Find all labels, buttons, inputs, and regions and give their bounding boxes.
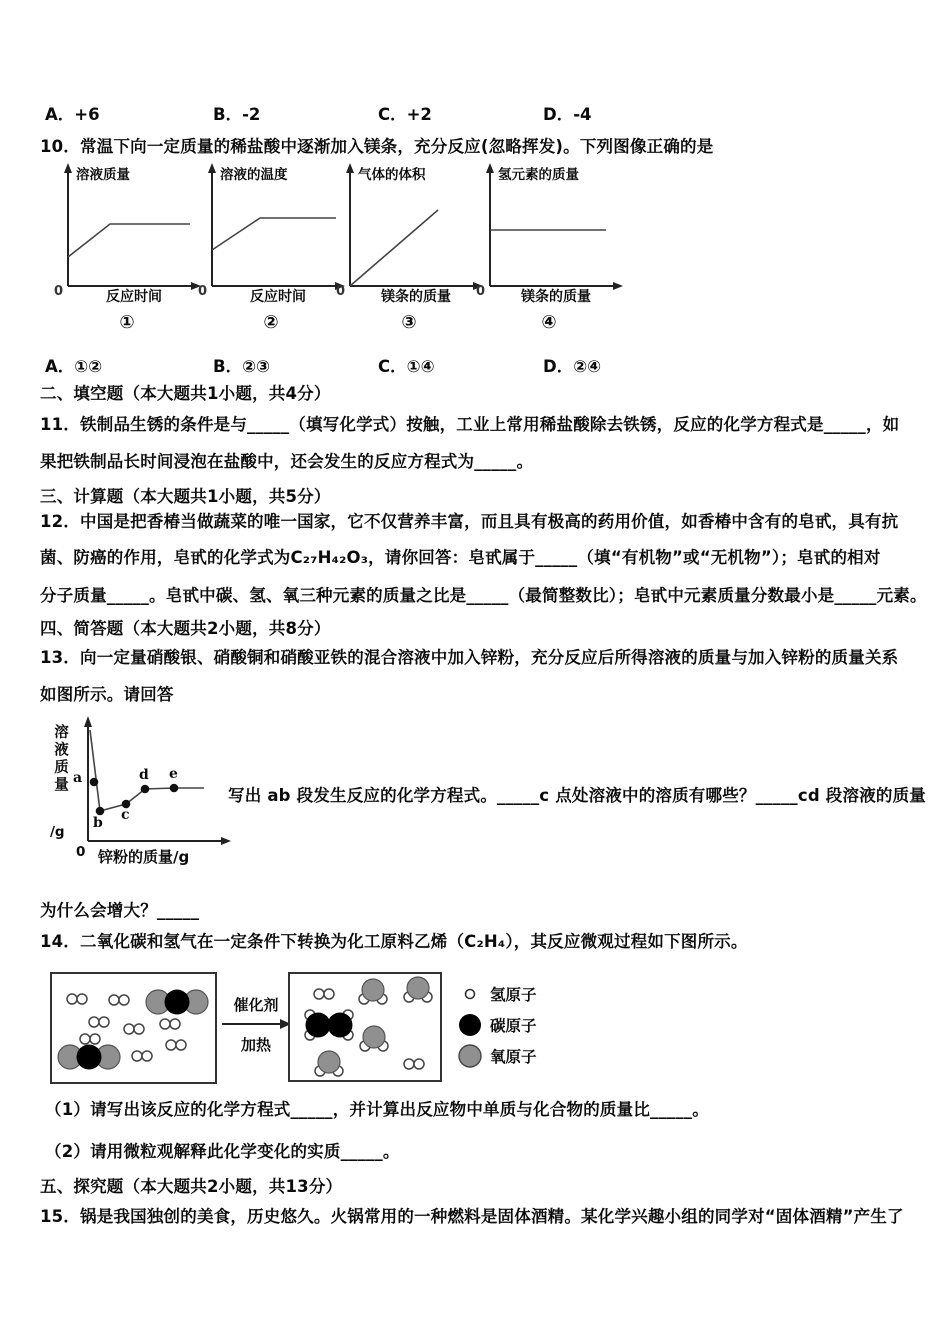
q10-option-a: A．①② xyxy=(45,357,103,376)
h2-molecule-icon xyxy=(404,1059,424,1069)
chart-q13-xlabel: 锌粉的质量/g xyxy=(98,848,190,866)
question-11-line-2: 果把铁制品长时间浸泡在盐酸中，还会发生的反应方程式为_____。 xyxy=(40,452,534,471)
h2-molecule-icon xyxy=(132,1051,152,1061)
chart-2-ylabel: 溶液的温度 xyxy=(220,167,288,183)
question-12-line-1: 12．中国是把香椿当做蔬菜的唯一国家，它不仅营养丰富，而且具有极高的药用价值，如香椿中含有的皂甙，具有抗 xyxy=(40,512,899,531)
question-11-line-1: 11．铁制品生锈的条件是与_____（填写化学式）按触，工业上常用稀盐酸除去铁锈，反应的化学方程式是_____，如 xyxy=(40,415,900,434)
h2o-molecule-icon xyxy=(404,977,432,1002)
question-12-line-2: 菌、防癌的作用，皂甙的化学式为C₂₇H₄₂O₃，请你回答：皂甙属于_____（填“有机物”或“无机物”）；皂甙的相对 xyxy=(40,548,881,567)
chart-3-origin: 0 xyxy=(336,284,346,299)
chart-1 xyxy=(52,162,202,342)
chart-3 xyxy=(334,162,484,342)
q10-option-c: C．①④ xyxy=(378,357,435,376)
chart-1-origin: 0 xyxy=(54,284,64,299)
h2o-molecule-icon xyxy=(359,979,387,1004)
section-2-header: 二、填空题（本大题共1小题，共4分） xyxy=(40,384,331,403)
chart-1-xlabel: 反应时间 xyxy=(106,289,162,305)
reactants-molecules xyxy=(52,974,215,1082)
chart-q13-ylabel-unit: /g xyxy=(50,824,65,840)
hydrogen-atom-icon xyxy=(458,982,482,1006)
c2h4-molecule-icon xyxy=(305,1010,353,1040)
chart-4-ylabel: 氢元素的质量 xyxy=(498,167,579,183)
chart-1-ylabel: 溶液质量 xyxy=(76,167,130,183)
point-label-a: a xyxy=(73,770,83,786)
chart-2-number: ② xyxy=(263,312,279,333)
point-label-b: b xyxy=(93,815,103,831)
h2-molecule-icon xyxy=(160,1019,180,1029)
question-13-line-1: 13．向一定量硝酸银、硝酸铜和硝酸亚铁的混合溶液中加入锌粉，充分反应后所得溶液的质量与加入锌粉的质量关系 xyxy=(40,648,899,667)
h2-molecule-icon xyxy=(124,1024,144,1034)
reactants-box xyxy=(50,972,217,1084)
chart-q13-ylabel: 溶液质量 xyxy=(52,724,68,794)
section-3-header: 三、计算题（本大题共1小题，共5分） xyxy=(40,487,331,506)
point-label-e: e xyxy=(169,766,178,782)
section-4-header: 四、简答题（本大题共2小题，共8分） xyxy=(40,619,331,638)
chart-q13-origin: 0 xyxy=(76,844,86,860)
point-label-d: d xyxy=(139,767,149,783)
question-15-text: 15．锅是我国独创的美食，历史悠久。火锅常用的一种燃料是固体酒精。某化学兴趣小组的同学对“固体酒精”产生了 xyxy=(40,1207,904,1226)
point-label-c: c xyxy=(121,807,130,823)
chart-3-ylabel: 气体的体积 xyxy=(358,167,426,183)
legend-row-hydrogen xyxy=(458,978,537,1009)
reaction-arrow-icon xyxy=(220,1018,292,1030)
question-14-sub-1: （1）请写出该反应的化学方程式_____，并计算出反应物中单质与化合物的质量比_____。 xyxy=(45,1100,709,1119)
q9-option-d: D．-4 xyxy=(543,105,592,124)
q9-option-a: A．+6 xyxy=(45,105,100,124)
question-13-prompt: 写出 ab 段发生反应的化学方程式。_____c 点处溶液中的溶质有哪些？_____cd 段溶液的质量 xyxy=(228,786,926,805)
chart-4-number: ④ xyxy=(541,312,557,333)
legend-label-carbon: 碳原子 xyxy=(490,1016,537,1035)
q10-option-b: B．②③ xyxy=(213,357,271,376)
heating-label: 加热 xyxy=(240,1036,271,1054)
h2-molecule-icon xyxy=(67,994,87,1004)
chart-q13 xyxy=(40,712,250,880)
legend-row-carbon xyxy=(458,1009,537,1040)
legend-label-hydrogen: 氢原子 xyxy=(490,985,537,1004)
h2o-molecule-icon xyxy=(315,1051,343,1076)
chart-2-xlabel: 反应时间 xyxy=(250,289,306,305)
catalyst-label: 催化剂 xyxy=(233,996,279,1014)
carbon-atom-icon xyxy=(458,1013,482,1037)
chart-2 xyxy=(196,162,346,342)
chart-4-origin: 0 xyxy=(476,284,486,299)
h2-molecule-icon xyxy=(314,989,334,999)
q10-option-d: D．②④ xyxy=(543,357,602,376)
legend-label-oxygen: 氧原子 xyxy=(490,1047,537,1066)
question-14-text: 14．二氧化碳和氢气在一定条件下转换为化工原料乙烯（C₂H₄），其反应微观过程如下图所示。 xyxy=(40,932,748,951)
legend-row-oxygen xyxy=(458,1040,537,1071)
products-molecules xyxy=(290,974,440,1080)
section-5-header: 五、探究题（本大题共2小题，共13分） xyxy=(40,1177,343,1196)
h2-molecule-icon xyxy=(109,995,129,1005)
question-13-prompt-2: 为什么会增大？_____ xyxy=(40,901,200,920)
h2o-molecule-icon xyxy=(360,1026,388,1051)
co2-molecule-icon xyxy=(58,1045,120,1070)
q9-option-c: C．+2 xyxy=(378,105,432,124)
reaction-condition xyxy=(220,994,292,1056)
oxygen-atom-icon xyxy=(458,1044,482,1068)
chart-4-xlabel: 镁条的质量 xyxy=(521,289,591,305)
question-10-text: 10．常温下向一定质量的稀盐酸中逐渐加入镁条，充分反应(忽略挥发)。下列图像正确的是 xyxy=(40,137,714,156)
question-13-line-2: 如图所示。请回答 xyxy=(40,685,174,704)
chart-2-origin: 0 xyxy=(198,284,208,299)
h2-molecule-icon xyxy=(166,1040,186,1050)
chart-4 xyxy=(474,162,624,342)
chart-1-number: ① xyxy=(119,312,135,333)
question-14-sub-2: （2）请用微粒观解释此化学变化的实质_____。 xyxy=(45,1142,400,1161)
h2-molecule-icon xyxy=(80,1034,100,1044)
chart-3-xlabel: 镁条的质量 xyxy=(381,289,451,305)
q9-option-b: B．-2 xyxy=(213,105,261,124)
h2-molecule-icon xyxy=(89,1017,109,1027)
products-box xyxy=(288,972,442,1082)
atom-legend xyxy=(458,978,537,1071)
chart-3-number: ③ xyxy=(401,312,417,333)
chart-q13-plot xyxy=(40,712,250,862)
co2-molecule-icon xyxy=(146,990,208,1015)
question-12-line-3: 分子质量_____。皂甙中碳、氢、氧三种元素的质量之比是_____（最简整数比）；皂甙中元素质量分数最小是_____元素。 xyxy=(40,586,927,605)
